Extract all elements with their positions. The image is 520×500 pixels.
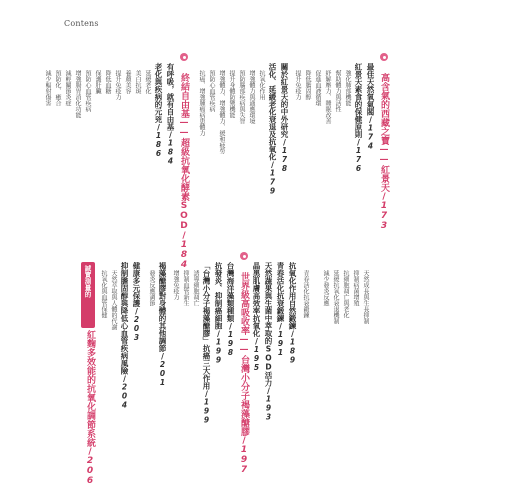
toc-entry: 抗氧化作用自然鍛鍊/189 [288,262,297,365]
toc-subentry: 紓解壓力、睡眠改善 [324,70,331,124]
toc-subentry: 天然萃取與人體的代謝 [110,270,117,330]
toc-subentry: 減少輻射傷害 [44,70,51,106]
toc-subentry: 青春活化抗衰鍛鍊 [302,270,309,318]
chapter-title-3: 世界級高吸收率——台灣小分子褐藻醣膠/197 [239,252,248,475]
toc-entry: 天然蔬果與生菌中萃取的SOD活力/193 [264,262,273,422]
toc-subentry: 發炎反應調節 [148,270,155,306]
toc-subentry: 抗氧化作用 [258,70,265,100]
toc-entry: 抗發炎、抑制癌細胞/199 [214,262,223,365]
toc-subentry: 提升免疫力 [114,70,121,100]
toc-entry: 最佳天然氧氣閥/174 [366,63,375,151]
toc-subentry: 美白抗斑 [134,70,141,94]
toc-subentry: 增強體力與適應環境 [248,70,255,124]
toc-subentry: 抗癌、增強腫瘤病患體力 [198,70,205,136]
chapter-title-2: 終結自由基——超級抗氧化酵素SOD/184 [179,53,188,270]
toc-subentry: 增強免疫力 [172,270,179,300]
chapter-badge: 誠實測量的 [81,262,95,328]
flower-bullet-icon [180,53,188,61]
toc-subentry: 降低膽固醇 [304,70,311,100]
toc-subentry: 保護肝臟 [94,70,101,94]
toc-subentry: 抗細胞凋亡與老化 [342,270,349,318]
toc-subentry: 增強體力、增強體力、緩和疲勞 [218,70,225,154]
flower-bullet-icon [240,252,248,260]
toc-subentry: 抑制血管新生 [182,270,189,306]
toc-subentry: 幫助體力與活性 [334,70,341,112]
toc-subentry: 預防腦部疾病與失智 [238,70,245,124]
toc-subentry: 延緩抗氧化衰退機制 [332,270,339,324]
toc-subentry: 減少發炎反應 [322,270,329,306]
toc-subentry: 減輕關節炎症 [64,70,71,106]
toc-subentry: 延緩老化 [144,70,151,94]
toc-entry: 青春活化抗衰鍛鍊/191 [276,262,285,357]
toc-subentry: 強化肺部機能 [344,70,351,106]
toc-subentry: 提升免疫力 [294,70,301,100]
toc-subentry: 促進血液循環 [314,70,321,106]
toc-entry: 晶黑肌膚高效率抗氧化/195 [252,262,261,372]
toc-subentry: 預防心血管疾病 [84,70,91,112]
toc-subentry: 養顏美容 [124,70,131,94]
toc-entry: 紅景天素食的保健原則/176 [354,63,363,173]
toc-entry: 老化與疾病的元兇/186 [154,63,163,158]
toc-subentry: 提升身體防禦機能 [228,70,235,118]
flower-bullet-icon [380,53,388,61]
toc-subentry: 預防化、癒合 [54,70,61,106]
toc-entry: 抑制膽固醇與降低心血管疾病風險/204 [120,262,129,410]
toc-subentry: 抗氧化與血管保健 [100,270,107,318]
toc-entry: 台灣海洋藻類種類/198 [226,262,235,357]
toc-subentry: 抑制病菌增殖 [352,270,359,306]
toc-entry: 活化、延緩老化衰退及抗氧化/179 [268,63,277,196]
toc-entry: 褐藻醣膠對身體的其他調節/201 [158,262,167,387]
toc-entry: 有呼吸，就有自由基/184 [166,63,175,166]
toc-entry: 「台灣小分子褐藻醣膠」抗癌三大作用/199 [202,262,211,425]
page-label: Contens [64,19,99,28]
toc-entry: 關於紅景天的中外研究/178 [280,63,289,173]
toc-subentry: 增強腸胃消化功能 [74,70,81,118]
chapter-title-1: 高含氣的西藏之寶——紅景天/173 [379,53,388,231]
toc-subentry: 預防心血管疾病 [208,70,215,112]
toc-subentry: 降低血糖 [104,70,111,94]
toc-subentry: 誘導細胞凋亡 [192,270,199,306]
toc-entry: 健康多元保護/203 [132,262,141,342]
chapter-title-4: 紅麴多效能的抗氧化調節系統/206 [85,330,95,486]
toc-subentry: 天然成長與生長抑制 [362,270,369,324]
